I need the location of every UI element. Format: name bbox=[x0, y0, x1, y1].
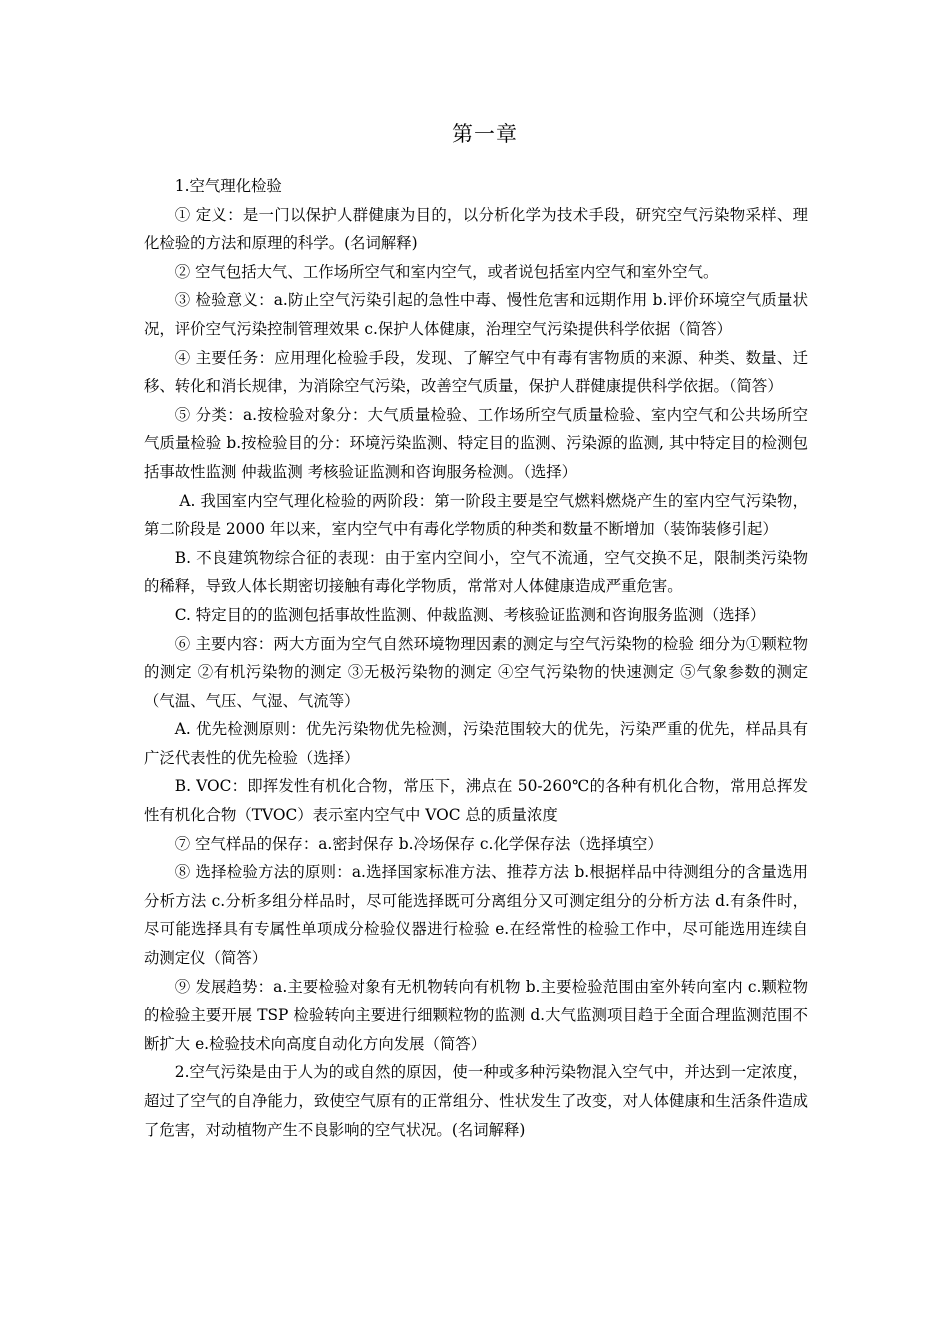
paragraph: ⑦ 空气样品的保存：a.密封保存 b.冷场保存 c.化学保存法（选择填空） bbox=[174, 834, 663, 853]
paragraph: 2.空气污染是由于人为的或自然的原因，使一种或多种污染物混入空气中，并达到一定浓度，超过了空气的自净能力，致使空气原有的正常组分、性状发生了改变，对人体健康和生活条件造成了危害，对动植物产生不良影响的空气状况。(名词解释) bbox=[144, 1063, 808, 1139]
paragraph: B. 不良建筑物综合征的表现：由于室内空间小，空气不流通，空气交换不足，限制类污染物的稀释，导致人体长期密切接触有毒化学物质，常常对人体健康造成严重危害。 bbox=[144, 548, 808, 596]
paragraph: A. 我国室内空气理化检验的两阶段：第一阶段主要是空气燃料燃烧产生的室内空气污染物，第二阶段是 2000 年以来，室内空气中有毒化学物质的种类和数量不断增加（装饰装修引起） bbox=[144, 491, 808, 539]
paragraph: ⑤ 分类：a.按检验对象分：大气质量检验、工作场所空气质量检验、室内空气和公共场所空气质量检验 b.按检验目的分：环境污染监测、特定目的监测、污染源的监测, 其中特定目的检测包括事故性监测 仲裁监测 考核验证监测和咨询服务检测。（选择） bbox=[144, 405, 808, 481]
paragraph: 1.空气理化检验 bbox=[174, 177, 282, 195]
paragraph: ⑧ 选择检验方法的原则：a.选择国家标准方法、推荐方法 b.根据样品中待测组分的含量选用分析方法 c.分析多组分样品时，尽可能选择既可分离组分又可测定组分的分析方法 d.有条件时，尽可能选择具有专属性单项成分检验仪器进行检验 e.在经常性的检验工作中，尽可能选用连续自动测定仪（简答） bbox=[144, 863, 808, 968]
document-body bbox=[144, 172, 808, 1144]
paragraph: ② 空气包括大气、工作场所空气和室内空气，或者说包括室内空气和室外空气。 bbox=[174, 262, 719, 281]
paragraph: ③ 检验意义：a.防止空气污染引起的急性中毒、慢性危害和远期作用 b.评价环境空气质量状况，评价空气污染控制管理效果 c.保护人体健康，治理空气污染提供科学依据（简答） bbox=[144, 291, 808, 338]
paragraph: ⑨ 发展趋势：a.主要检验对象有无机物转向有机物 b.主要检验范围由室外转向室内 c.颗粒物的检验主要开展 TSP 检验转向主要进行细颗粒物的监测 d.大气监测项目趋于全面合理监测范围不断扩大 e.检验技术向高度自动化方向发展（简答） bbox=[144, 977, 808, 1053]
paragraph: ④ 主要任务：应用理化检验手段，发现、了解空气中有毒有害物质的来源、种类、数量、迁移、转化和消长规律，为消除空气污染，改善空气质量，保护人群健康提供科学依据。（简答） bbox=[144, 348, 808, 396]
paragraph: C. 特定目的的监测包括事故性监测、仲裁监测、考核验证监测和咨询服务监测（选择） bbox=[174, 605, 766, 624]
paragraph: A. 优先检测原则：优先污染物优先检测，污染范围较大的优先，污染严重的优先，样品具有广泛代表性的优先检验（选择） bbox=[144, 720, 808, 767]
chapter-title: 第一章 bbox=[452, 122, 518, 146]
paragraph: ⑥ 主要内容：两大方面为空气自然环境物理因素的测定与空气污染物的检验 细分为①颗粒物的测定 ②有机污染物的测定 ③无极污染物的测定 ④空气污染物的快速测定 ⑤气象参数的测定（气温、气压、气湿、气流等） bbox=[144, 634, 808, 710]
paragraph: B. VOC：即挥发性有机化合物，常压下，沸点在 50-260℃的各种有机化合物，常用总挥发性有机化合物（TVOC）表示室内空气中 VOC 总的质量浓度 bbox=[144, 777, 808, 825]
paragraph: ① 定义：是一门以保护人群健康为目的，以分析化学为技术手段，研究空气污染物采样、理化检验的方法和原理的科学。(名词解释) bbox=[144, 205, 808, 253]
